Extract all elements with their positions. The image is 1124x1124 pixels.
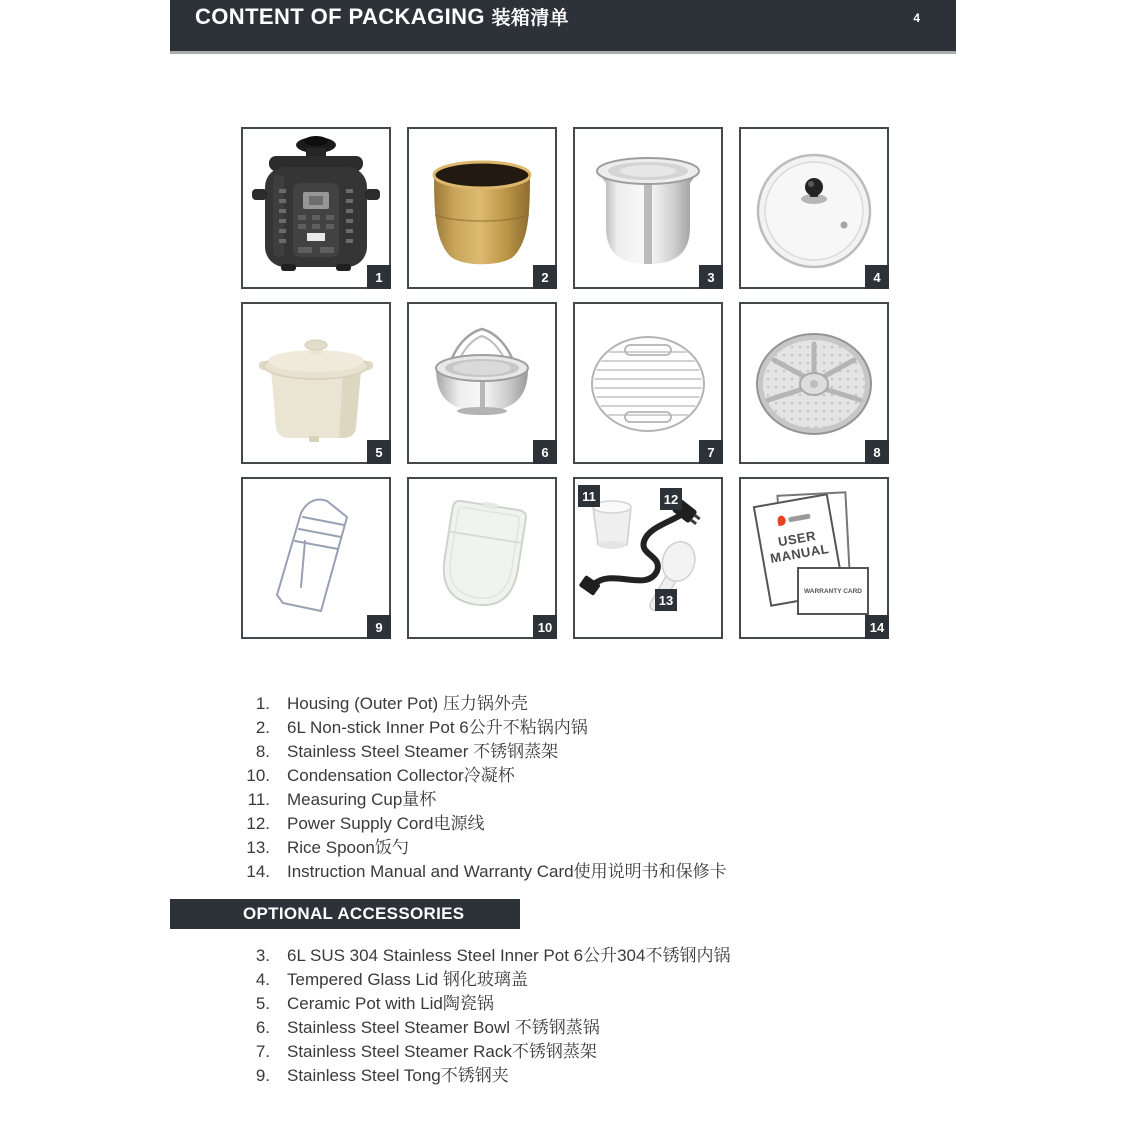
pressure-cooker-housing-photo (243, 129, 389, 287)
item-number: 14. (246, 862, 270, 881)
tempered-glass-lid-photo (741, 129, 887, 287)
item-text: Ceramic Pot with Lid陶瓷锅 (287, 994, 494, 1013)
item-badge-2: 2 (533, 265, 557, 289)
packaging-item-1-housing (241, 127, 391, 289)
item-text: Condensation Collector冷凝杯 (287, 766, 515, 785)
item-number: 5. (255, 994, 270, 1013)
item-badge-10: 10 (533, 615, 557, 639)
optional-accessories-list (238, 944, 730, 1088)
measuring-cup-photo (593, 501, 631, 549)
item-badge-1: 1 (367, 265, 391, 289)
packaging-item-11-12-13-accessories (573, 477, 723, 639)
page-number: 4 (913, 11, 920, 25)
packing-list-item (238, 692, 727, 716)
packaging-item-4-glass-lid (739, 127, 889, 289)
packaging-item-8-steamer (739, 302, 889, 464)
item-number: 4. (255, 970, 270, 989)
page-title-zh: 装箱清单 (491, 8, 570, 29)
item-text: Rice Spoon饭勺 (287, 838, 409, 857)
packaging-item-3-stainless-pot (573, 127, 723, 289)
packaging-item-6-steamer-bowl (407, 302, 557, 464)
gold-non-stick-inner-pot-photo (409, 129, 555, 287)
item-number: 3. (255, 946, 270, 965)
item-number: 10. (246, 766, 270, 785)
brand-logo-icon (776, 515, 786, 526)
item-badge-12: 12 (660, 488, 682, 510)
condensation-collector-photo (409, 479, 555, 637)
packing-list-item (238, 788, 727, 812)
item-text: Stainless Steel Steamer Bowl 不锈钢蒸锅 (287, 1018, 600, 1037)
optional-list-item (238, 968, 730, 992)
packaging-item-2-nonstick-pot (407, 127, 557, 289)
stainless-steel-steamer-rack-photo (575, 304, 721, 462)
item-badge-8: 8 (865, 440, 889, 464)
item-number: 7. (255, 1042, 270, 1061)
packaging-item-9-tong (241, 477, 391, 639)
item-number: 12. (246, 814, 270, 833)
packing-list (238, 692, 727, 884)
optional-list-item (238, 1016, 730, 1040)
optional-accessories-header (170, 899, 520, 929)
ceramic-pot-with-lid-photo (243, 304, 389, 462)
stainless-steel-inner-pot-photo (575, 129, 721, 287)
item-text: Stainless Steel Steamer Rack不锈钢蒸架 (287, 1042, 597, 1061)
item-text: Instruction Manual and Warranty Card使用说明书和保修卡 (287, 862, 727, 881)
item-badge-3: 3 (699, 265, 723, 289)
item-text: 6L SUS 304 Stainless Steel Inner Pot 6公升304不锈钢内锅 (287, 946, 731, 965)
packing-list-item (238, 836, 727, 860)
optional-accessories-title: OPTIONAL ACCESSORIES (243, 904, 465, 923)
item-text: Tempered Glass Lid 钢化玻璃盖 (287, 970, 528, 989)
packing-list-item (238, 716, 727, 740)
item-badge-11: 11 (578, 485, 600, 507)
item-number: 13. (246, 838, 270, 857)
item-text: Measuring Cup量杯 (287, 790, 437, 809)
optional-list-item (238, 944, 730, 968)
page-header (170, 0, 956, 54)
stainless-steel-tong-photo (243, 479, 389, 637)
optional-list-item (238, 1064, 730, 1088)
item-text: Stainless Steel Tong不锈钢夹 (287, 1066, 509, 1085)
stainless-steel-steamer-bowl-photo (409, 304, 555, 462)
item-text: 6L Non-stick Inner Pot 6公升不粘锅内锅 (287, 718, 588, 737)
item-number: 11. (247, 790, 270, 809)
item-badge-4: 4 (865, 265, 889, 289)
item-text: Housing (Outer Pot) 压力锅外壳 (287, 694, 528, 713)
item-number: 1. (255, 694, 270, 713)
packaging-item-7-steamer-rack (573, 302, 723, 464)
item-badge-9: 9 (367, 615, 391, 639)
packing-list-item (238, 812, 727, 836)
item-badge-13: 13 (655, 589, 677, 611)
user-manual-title: USER MANUAL (769, 527, 831, 566)
stainless-steel-steamer-photo (741, 304, 887, 462)
packing-list-item (238, 740, 727, 764)
page-title (195, 3, 569, 30)
item-number: 6. (255, 1018, 270, 1037)
item-badge-5: 5 (367, 440, 391, 464)
page-title-en: CONTENT OF PACKAGING (195, 4, 485, 29)
packaging-item-10-condensation-collector (407, 477, 557, 639)
item-badge-6: 6 (533, 440, 557, 464)
packaging-grid (241, 127, 889, 639)
warranty-card-photo: WARRANTY CARD (797, 567, 869, 615)
item-number: 8. (255, 742, 270, 761)
packaging-item-5-ceramic-pot (241, 302, 391, 464)
item-text: Power Supply Cord电源线 (287, 814, 485, 833)
item-number: 9. (255, 1066, 270, 1085)
item-badge-7: 7 (699, 440, 723, 464)
optional-list-item (238, 992, 730, 1016)
item-number: 2. (255, 718, 270, 737)
packing-list-item (238, 860, 727, 884)
brand-logo-text (788, 513, 811, 522)
optional-list-item (238, 1040, 730, 1064)
item-badge-14: 14 (865, 615, 889, 639)
packaging-item-14-manual-warranty (739, 477, 889, 639)
item-text: Stainless Steel Steamer 不锈钢蒸架 (287, 742, 559, 761)
packing-list-item (238, 764, 727, 788)
